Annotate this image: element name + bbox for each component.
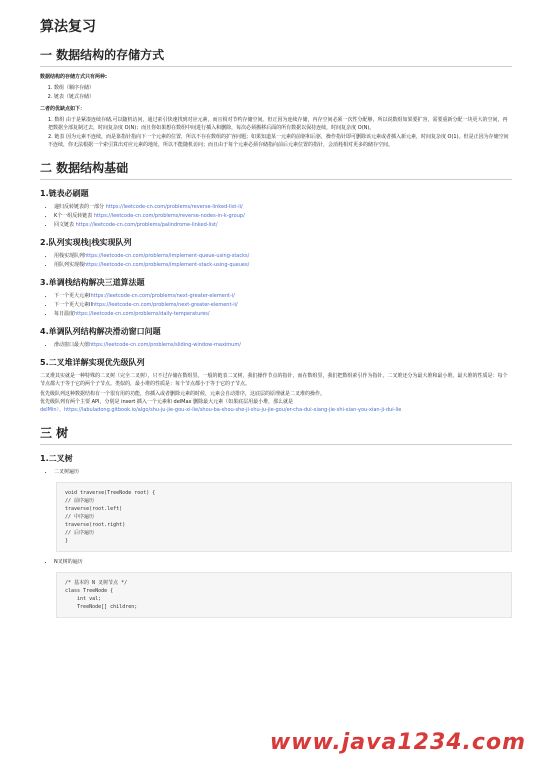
list-item bbox=[54, 261, 512, 269]
pros-cons-list bbox=[48, 116, 512, 149]
subsection-title: 2.队列实现栈|栈实现队列 bbox=[40, 238, 132, 247]
item-text: 滑动窗口最大值 bbox=[54, 342, 90, 348]
problem-link[interactable]: https://leetcode-cn.com/problems/reverse-linked-list-ii/ bbox=[105, 204, 243, 210]
document-page bbox=[40, 8, 512, 624]
link-list bbox=[54, 252, 512, 269]
pq-text: 优先级队列这种数据结构有一个很有用的功能，你插入或者删除元素的时候，元素会自动排序，这底层的原理就是二叉堆的操作。 bbox=[40, 391, 326, 397]
pros-cons-title: 二者的优缺点如下： bbox=[40, 106, 86, 112]
subsection-title: 1.链表必刷题 bbox=[40, 189, 89, 198]
item-text: 用栈实现队列 bbox=[54, 253, 85, 259]
reference-link[interactable]: delMin）。https://labuladong.gitbook.io/algo/shu-ju-jie-gou-xi-lie/shou-ba-shou-she-ji-shu-ju-jie-gou/er-cha-dui-xiang-jie-shi-xian-you-xian-ji-dui-lie bbox=[40, 407, 402, 413]
list-item bbox=[54, 212, 512, 220]
list-item: 1. 数组（顺序存储） bbox=[54, 84, 512, 92]
item-text: K个一组反转链表 bbox=[54, 213, 94, 219]
code-block: /* 基本的 N 叉树节点 */ class TreeNode { int val; TreeNode[] children; bbox=[56, 572, 512, 618]
item-text: 递归反转链表的一部分 bbox=[54, 204, 106, 210]
item-text: 每日温度 bbox=[54, 311, 75, 317]
list-item: 2. 链表（链式存储） bbox=[54, 93, 512, 101]
problem-link[interactable]: https://leetcode-cn.com/problems/reverse-nodes-in-k-group/ bbox=[93, 213, 245, 219]
list-item bbox=[54, 341, 512, 349]
item-text: 下一个更大元素II bbox=[54, 302, 92, 308]
subsection-title: 4.单调队列结构解决滑动窗口问题 bbox=[40, 327, 161, 336]
code-block: void traverse(TreeNode root) { // 前序遍历 traverse(root.left) // 中序遍历 traverse(root.right) // 后序遍历 } bbox=[56, 482, 512, 552]
subsection-title: 1.二叉树 bbox=[40, 454, 73, 463]
priority-queue-paragraph bbox=[40, 390, 512, 414]
storage-intro: 数据结构的存储方式只有两种: bbox=[40, 74, 108, 80]
list-item bbox=[54, 301, 512, 309]
bullet-list bbox=[54, 558, 512, 566]
list-item bbox=[54, 252, 512, 260]
list-item: • 二叉树遍历 bbox=[54, 468, 512, 476]
problem-link[interactable]: https://leetcode-cn.com/problems/daily-temperatures/ bbox=[74, 311, 210, 317]
item-text: 用队列实现栈 bbox=[54, 262, 85, 268]
link-list bbox=[54, 341, 512, 349]
list-item bbox=[54, 310, 512, 318]
list-item: 2. 链表 因为元素不连续，而是靠指针指向下一个元素的位置，所以不存在数组的扩容问题；如果知道某一元素的前驱和后驱，操作指针即可删除该元素或者插入新元素，时间复杂度 O(1)。但是正因为存储空间不连续，你无法根据一个索引算出对应元素的地址，所以不能随机访问；而且由于每个元素必须存储指向前后元素位置的指针，会消耗相对更多的储存空间。 bbox=[48, 134, 509, 148]
link-list bbox=[54, 292, 512, 318]
problem-link[interactable]: https://leetcode-cn.com/problems/next-greater-element-i/ bbox=[90, 293, 235, 299]
item-text: 回文链表 bbox=[54, 222, 76, 228]
list-item: 1. 数组 由于是紧凑连续存储,可以随机访问，通过索引快速找到对应元素，而且相对节约存储空间。但正因为连续存储，内存空间必须一次性分配够，所以说数组如果要扩容，需要重新分配一块更大的空间，再把数据全部复制过去，时间复杂度 O(N)；而且你如果想在数组中间进行插入和删除，每次必须搬移后面的所有数据以保持连续，时间复杂度 O(N)。 bbox=[48, 117, 508, 131]
section-heading-basics: 二 数据结构基础 bbox=[40, 159, 512, 180]
link-list bbox=[54, 203, 512, 229]
storage-list bbox=[54, 84, 512, 101]
list-item: • N叉树的遍历 bbox=[54, 558, 512, 566]
section-heading-tree: 三 树 bbox=[40, 424, 512, 445]
problem-link[interactable]: https://leetcode-cn.com/problems/sliding-window-maximum/ bbox=[89, 342, 241, 348]
bullet-list bbox=[54, 468, 512, 476]
subsection-title: 3.单调栈结构解决三道算法题 bbox=[40, 278, 145, 287]
problem-link[interactable]: https://leetcode-cn.com/problems/implement-stack-using-queues/ bbox=[84, 262, 250, 268]
problem-link[interactable]: https://leetcode-cn.com/problems/palindrome-linked-list/ bbox=[75, 222, 218, 228]
pq-api-text: 优先级队列有两个主要 API，分别是 insert 插入一个元素和 delMax 删除最大元素（如果底层用最小堆，那么就是 bbox=[40, 399, 294, 405]
list-item bbox=[54, 221, 512, 229]
item-text: 下一个更大元素I bbox=[54, 293, 91, 299]
problem-link[interactable]: https://leetcode-cn.com/problems/next-greater-element-ii/ bbox=[91, 302, 238, 308]
list-item bbox=[54, 292, 512, 300]
heap-paragraph: 二叉堆其实就是一种特殊的二叉树（完全二叉树），只不过存储在数组里。一般的链表二叉树，我们操作节点的指针，而在数组里，我们把数组索引作为指针。二叉堆还分为最大堆和最小堆。最大堆的性质是：每个节点都大于等于它的两个子节点。类似的，最小堆的性质是：每个节点都小于等于它的子节点。 bbox=[40, 373, 508, 387]
subsection-title: 5.二叉堆详解实现优先级队列 bbox=[40, 358, 145, 367]
page-title: 算法复习 bbox=[40, 19, 96, 35]
section-heading-storage: 一 数据结构的存储方式 bbox=[40, 46, 512, 67]
problem-link[interactable]: https://leetcode-cn.com/problems/implement-queue-using-stacks/ bbox=[84, 253, 250, 259]
watermark: www.java1234.com bbox=[269, 730, 526, 755]
list-item bbox=[54, 203, 512, 211]
